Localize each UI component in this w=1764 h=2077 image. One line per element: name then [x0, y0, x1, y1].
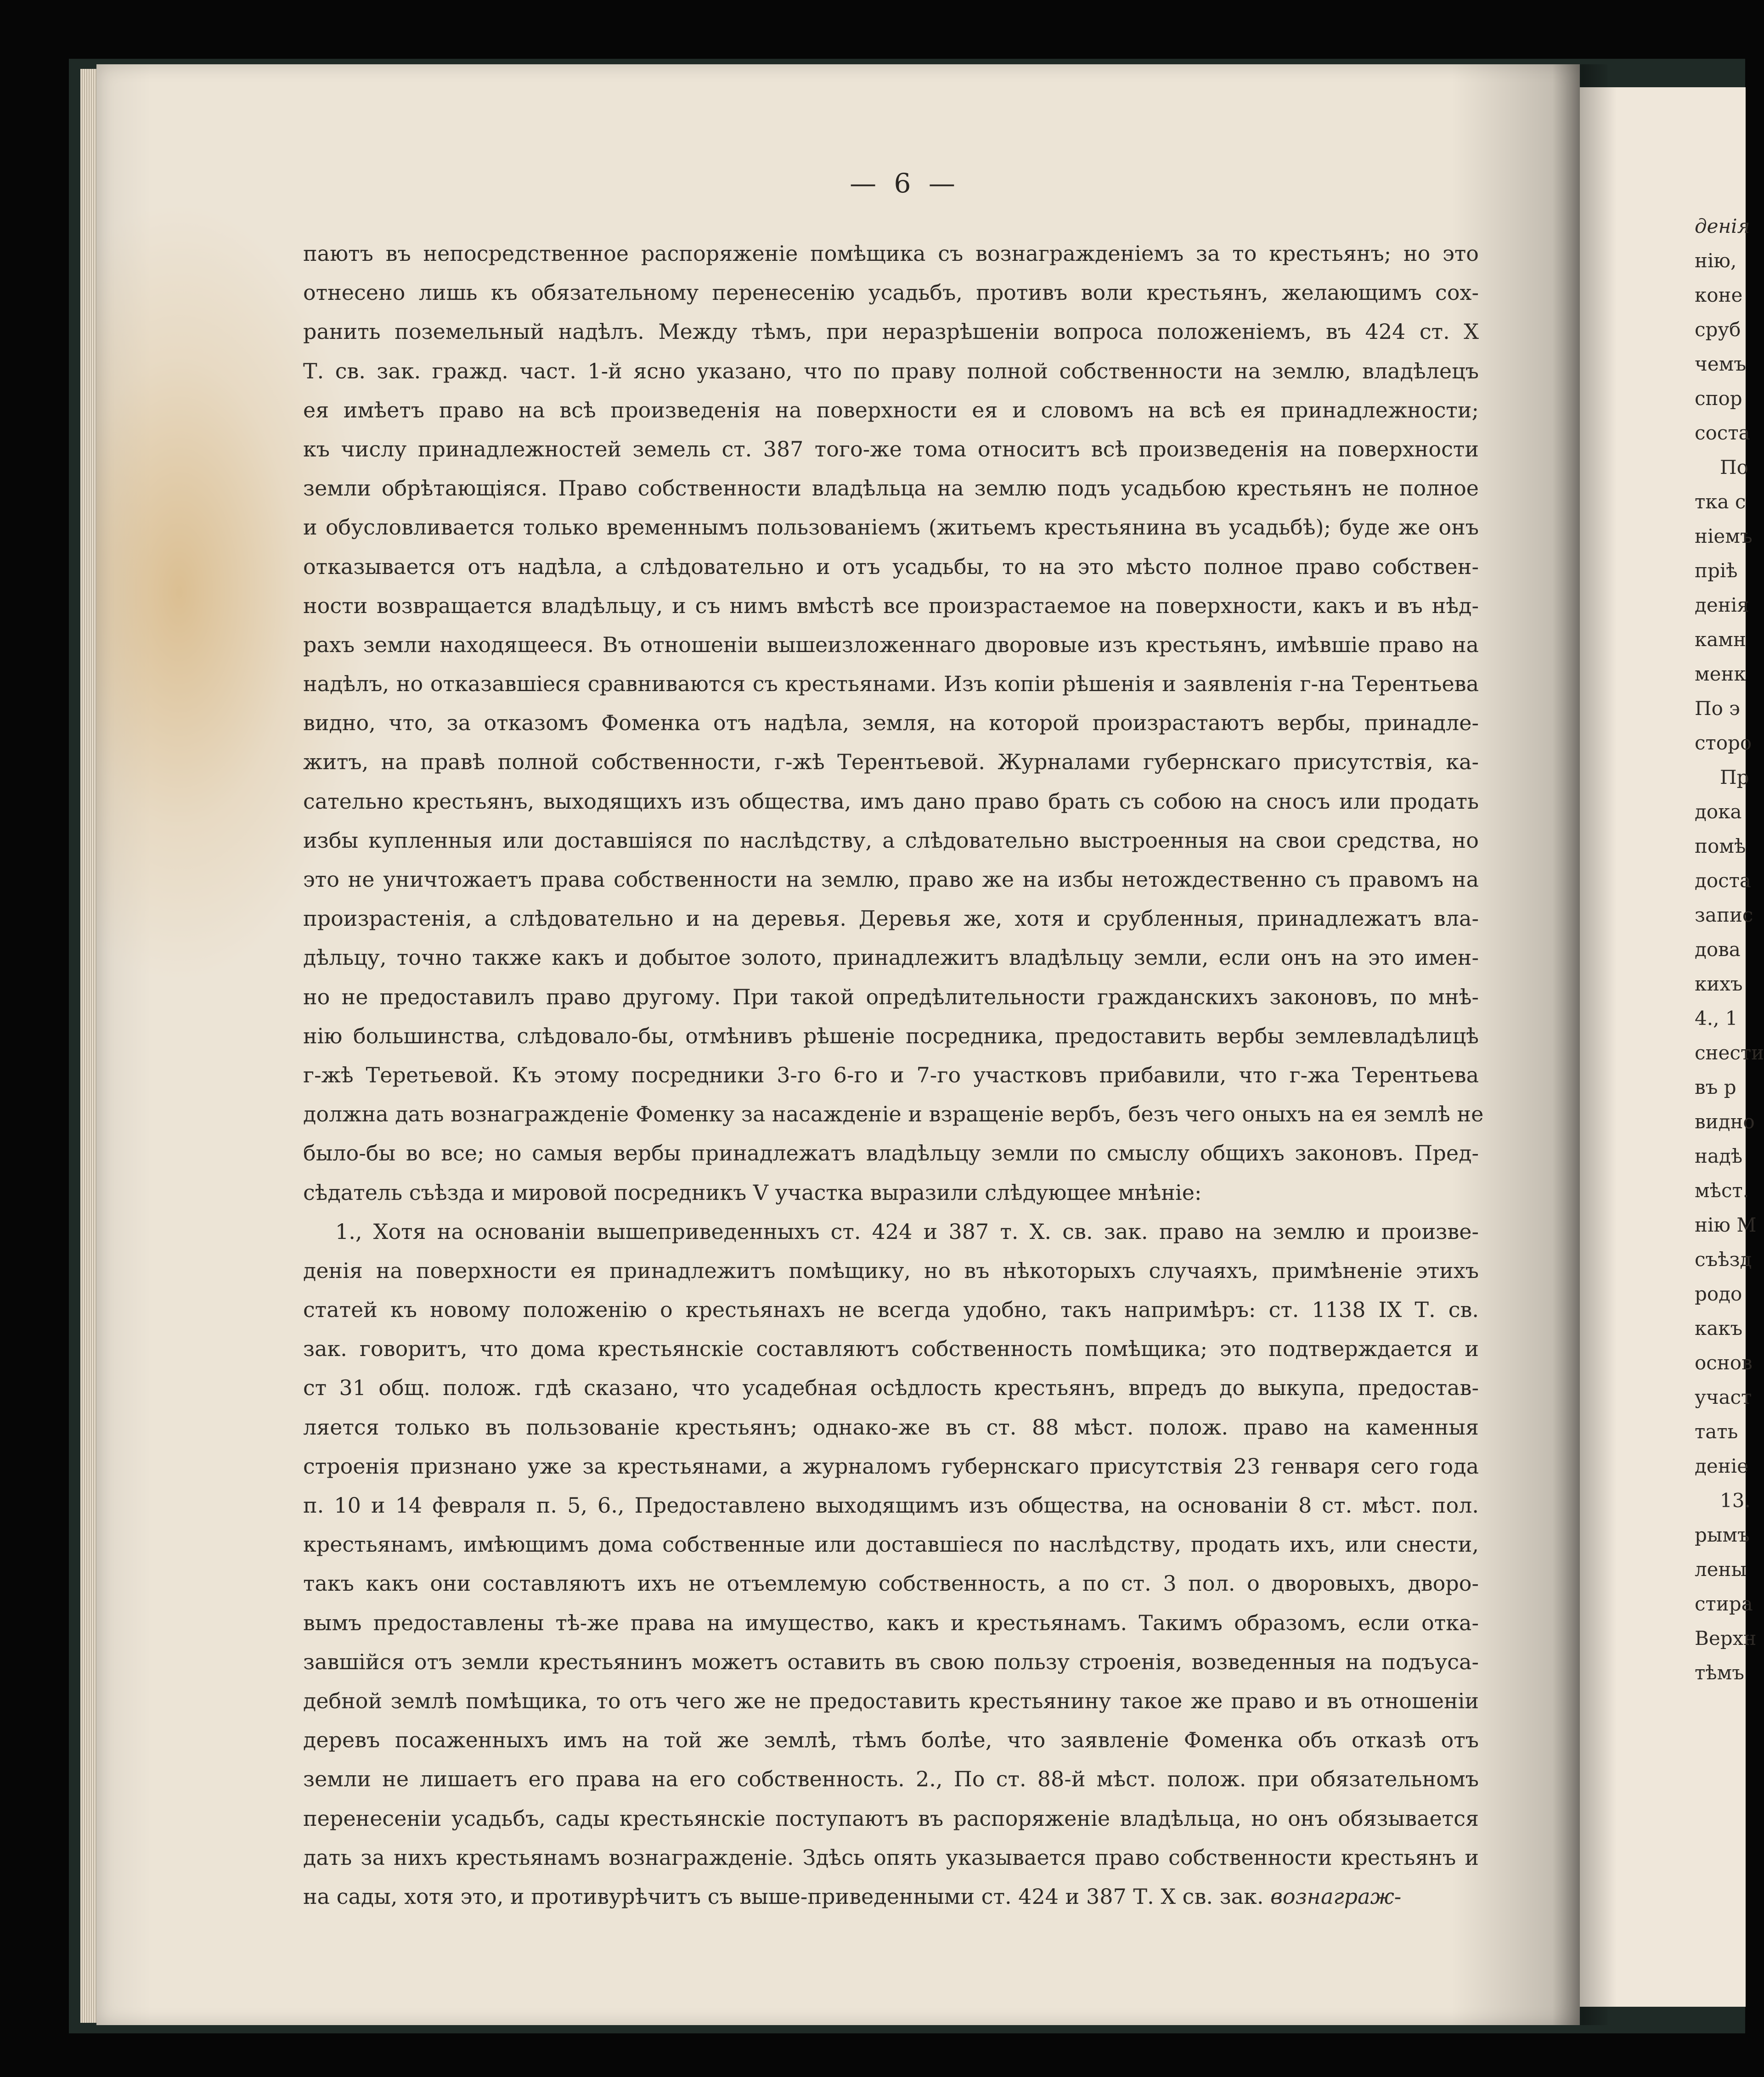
text-line: п. 10 и 14 февраля п. 5, 6., Предоставлено выходящимъ изъ общества, на основаніи 8 ст. мѣст. пол. — [303, 1493, 1479, 1518]
text-line: было-бы во все; но самыя вербы принадлежатъ владѣльцу земли по смыслу общихъ законовъ. Пред- — [303, 1141, 1479, 1166]
right-text-line: лены — [1695, 1558, 1747, 1581]
right-text-line: видно — [1695, 1110, 1755, 1133]
text-line: произрастенія, а слѣдовательно и на деревья. Деревья же, хотя и срубленныя, принадлежатъ вла- — [303, 906, 1479, 931]
text-line: Т. св. зак. гражд. част. 1-й ясно указано, что по праву полной собственности на землю, владѣлецъ — [303, 358, 1479, 383]
right-text-line: сторо — [1695, 732, 1752, 754]
right-text-line: снести — [1695, 1041, 1764, 1064]
right-text-line: рымъ — [1695, 1524, 1750, 1546]
text-line: житъ, на правѣ полной собственности, г-жѣ Терентьевой. Журналами губернскаго присутствія, ка- — [303, 749, 1479, 775]
right-text-line: помѣ — [1695, 835, 1746, 857]
right-text-line: камн — [1695, 628, 1746, 651]
text-line: зак. говоритъ, что дома крестьянскіе составляютъ собственность помѣщика; это подтверждается и — [303, 1336, 1479, 1362]
right-text-line: участ — [1695, 1386, 1752, 1408]
right-text-line: сруб — [1695, 318, 1741, 341]
right-text-line: По э — [1695, 697, 1740, 720]
text-line: 1., Хотя на основаніи вышеприведенныхъ ст. 424 и 387 т. X. св. зак. право на землю и произве- — [335, 1219, 1479, 1244]
text-line: рахъ земли находящееся. Въ отношеніи вышеизложеннаго дворовые изъ крестьянъ, имѣвшіе право на — [303, 632, 1479, 657]
text-line: завшійся отъ земли крестьянинъ можетъ оставить въ свою пользу строенія, возведенныя на подъуса- — [303, 1649, 1479, 1674]
text-line: но не предоставилъ право другому. При такой опредѣлительности гражданскихъ законовъ, по мнѣ- — [303, 984, 1479, 1009]
text-line: избы купленныя или доставшіяся по наслѣдству, а слѣдовательно выстроенныя на свои средства, но — [303, 827, 1479, 853]
right-text-line: Пр — [1720, 766, 1749, 788]
right-text-line: родо — [1695, 1283, 1742, 1305]
body-text — [303, 234, 1484, 1916]
text-line: ея имѣетъ право на всѣ произведенія на поверхности ея и словомъ на всѣ ея принадлежности; — [303, 397, 1479, 422]
text-line: земли не лишаетъ его права на его собственность. 2., По ст. 88-й мѣст. полож. при обязательномъ — [303, 1767, 1479, 1792]
text-line: ности возвращается владѣльцу, и съ нимъ вмѣстѣ все произрастаемое на поверхности, какъ и въ нѣд- — [303, 593, 1479, 618]
right-text-line: кихъ — [1695, 973, 1743, 995]
right-text-line: деніе — [1695, 1455, 1748, 1477]
text-line: г-жѣ Теретьевой. Къ этому посредники 3-го 6-го и 7-го участковъ прибавили, что г-жа Терентьева — [303, 1062, 1479, 1087]
right-text-line: пріѣ — [1695, 559, 1738, 582]
right-text-line: дова — [1695, 938, 1741, 961]
text-line: перенесеніи усадьбъ, сады крестьянскіе поступаютъ въ распоряженіе владѣльца, но онъ обязывается — [303, 1806, 1479, 1831]
right-text-line: менк — [1695, 663, 1746, 685]
right-text-line: тѣмъ — [1695, 1661, 1744, 1684]
right-text-line: съѣзд — [1695, 1248, 1752, 1271]
text-line: денія на поверхности ея принадлежитъ помѣщику, но въ нѣкоторыхъ случаяхъ, примѣненіе этихъ — [303, 1258, 1479, 1283]
text-line: вымъ предоставлены тѣ-же права на имущество, какъ и крестьянамъ. Такимъ образомъ, если отка- — [303, 1610, 1479, 1635]
text-line: ранить поземельный надѣлъ. Между тѣмъ, при неразрѣшеніи вопроса положеніемъ, въ 424 ст. X — [303, 319, 1479, 344]
italic-word: вознаграж- — [1270, 1884, 1402, 1909]
text-line: земли обрѣтающіяся. Право собственности владѣльца на землю подъ усадьбою крестьянъ не полное — [303, 476, 1479, 501]
right-text-line: стира — [1695, 1593, 1753, 1615]
right-text-line: мѣст. — [1695, 1179, 1749, 1202]
right-text-line: въ р — [1695, 1076, 1736, 1098]
text-line: отнесено лишь къ обязательному перенесенію усадьбъ, противъ воли крестьянъ, желающимъ сох- — [303, 280, 1479, 305]
text-line: надѣлъ, но отказавшіеся сравниваются съ крестьянами. Изъ копіи рѣшенія и заявленія г-на Терентьева — [303, 671, 1479, 697]
right-text-line: ніемъ — [1695, 525, 1753, 547]
page-number: — 6 — — [850, 168, 960, 199]
text-line: статей къ новому положенію о крестьянахъ не всегда удобно, такъ напримѣръ: ст. 1138 IX Т. св. — [303, 1297, 1479, 1323]
text-line: дать за нихъ крестьянамъ вознагражденіе. Здѣсь опять указывается право собственности крестьянъ и — [303, 1845, 1479, 1870]
text-line: видно, что, за отказомъ Фоменка отъ надѣла, земля, на которой произрастаютъ вербы, принадле- — [303, 710, 1479, 736]
text-line: и обусловливается только временнымъ пользованіемъ (житьемъ крестьянина въ усадьбѣ); буде же онъ — [303, 515, 1479, 540]
right-text-line: доста — [1695, 869, 1751, 892]
text-line: сѣдатель съѣзда и мировой посредникъ V участка выразили слѣдующее мнѣніе: — [303, 1180, 1202, 1205]
right-text-line: 4., 1 — [1695, 1007, 1738, 1030]
text-line: нію большинства, слѣдовало-бы, отмѣнивъ рѣшеніе посредника, предоставить вербы землевладѣлицѣ — [303, 1023, 1479, 1048]
right-text-line: соста — [1695, 422, 1750, 444]
right-text-line: основ — [1695, 1351, 1753, 1374]
right-text-line: По — [1720, 456, 1748, 478]
right-text-line: коне — [1695, 284, 1743, 306]
text-line: такъ какъ они составляютъ ихъ не отъемлемую собственность, а по ст. 3 пол. о дворовыхъ, дворо- — [303, 1571, 1479, 1596]
text-line: деревъ посаженныхъ имъ на той же землѣ, тѣмъ болѣе, что заявленіе Фоменка объ отказѣ отъ — [303, 1728, 1479, 1753]
text-line: отказывается отъ надѣла, а слѣдовательно и отъ усадьбы, то на это мѣсто полное право собствен- — [303, 554, 1479, 579]
text-line: ляется только въ пользованіе крестьянъ; однако-же въ ст. 88 мѣст. полож. право на каменныя — [303, 1414, 1479, 1440]
right-text-line: чемъ — [1695, 353, 1747, 375]
right-text-line: нію, — [1695, 249, 1737, 272]
text-line: къ числу принадлежностей земель ст. 387 того-же тома относитъ всѣ произведенія на поверхности — [303, 436, 1479, 462]
right-text-line: запис — [1695, 904, 1753, 926]
text-line: на сады, хотя это, и противурѣчитъ съ выше-приведенными ст. 424 и 387 Т. X св. зак. вознаграж- — [303, 1884, 1402, 1909]
text-line: строенія признано уже за крестьянами, а журналомъ губернскаго присутствія 23 генваря сего года — [303, 1453, 1479, 1479]
text-line: ст 31 общ. полож. гдѣ сказано, что усадебная осѣдлость крестьянъ, впредъ до выкупа, предостав- — [303, 1375, 1479, 1401]
right-text-line: спор — [1695, 387, 1742, 410]
right-text-line: какъ — [1695, 1317, 1743, 1340]
text-line: сательно крестьянъ, выходящихъ изъ общества, имъ дано право брать съ собою на сносъ или продать — [303, 788, 1479, 814]
page-edges — [80, 69, 99, 2023]
right-text-line: Верхн — [1695, 1627, 1757, 1649]
right-text-line: надѣ — [1695, 1145, 1743, 1167]
text-line: паютъ въ непосредственное распоряженіе помѣщика съ вознагражденіемъ за то крестьянъ; но это — [303, 241, 1479, 266]
right-text-line: нію М — [1695, 1214, 1757, 1236]
right-text-line: тка с — [1695, 490, 1746, 513]
right-text-line: дока — [1695, 800, 1742, 823]
text-line: крестьянамъ, имѣющимъ дома собственные или доставшіеся по наслѣдству, продать ихъ, или снести, — [303, 1532, 1479, 1557]
right-page-text — [1695, 209, 1764, 1690]
text-line: дебной землѣ помѣщика, то отъ чего же не предоставить крестьянину такое же право и въ отношеніи — [303, 1688, 1479, 1713]
text-line: дѣльцу, точно также какъ и добытое золото, принадлежитъ владѣльцу земли, если онъ на это имен- — [303, 945, 1479, 970]
right-text-line: денія — [1695, 594, 1749, 616]
right-text-line: 13. — [1720, 1489, 1751, 1512]
right-text-line: тать — [1695, 1420, 1738, 1443]
right-text-line: денія — [1695, 215, 1750, 237]
text-line: должна дать вознагражденіе Фоменку за насажденіе и взращеніе вербъ, безъ чего оныхъ на ея землѣ не — [303, 1102, 1484, 1127]
text-line: это не уничтожаетъ права собственности на землю, право же на избы нетождественно съ правомъ на — [303, 867, 1479, 892]
